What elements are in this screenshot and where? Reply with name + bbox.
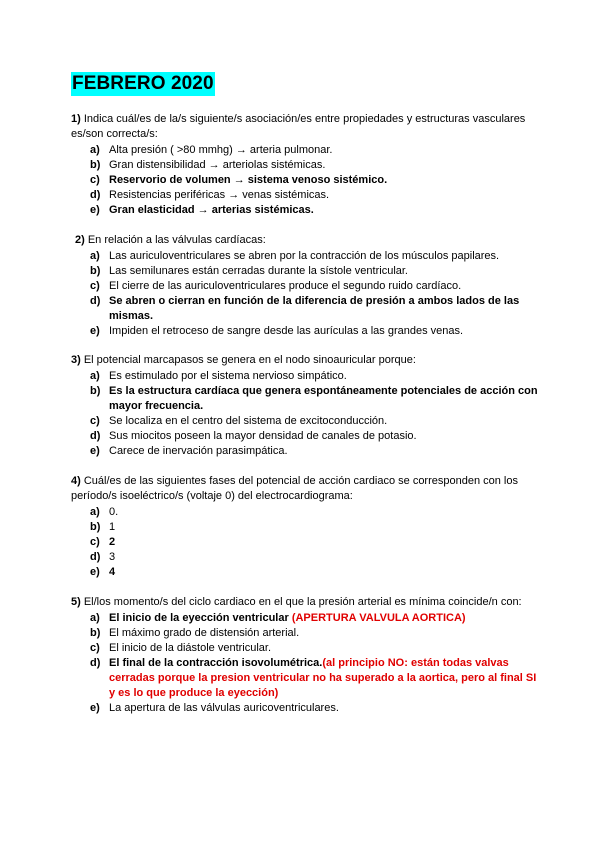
question-2 [75, 233, 545, 339]
option-a [71, 505, 541, 520]
option-letter: e) [90, 702, 100, 714]
option-text: El inicio de la diástole ventricular. [109, 642, 272, 654]
question-3 [71, 353, 541, 459]
question-text [71, 353, 541, 368]
option-text: Impiden el retroceso de sangre desde las aurículas a las grandes venas. [109, 325, 464, 337]
option-text: Gran distensibilidad → arteriolas sistémicas. [109, 159, 326, 171]
option-text: Sus miocitos poseen la mayor densidad de canales de potasio. [109, 430, 417, 442]
option-text: Se abren o cierran en función de la diferencia de presión a ambos lados de las mismas. [109, 295, 520, 322]
option-text: Gran elasticidad → arterias sistémicas. [109, 204, 314, 216]
option-c [71, 535, 541, 550]
option-b [71, 520, 541, 535]
option-text: El final de la contracción isovolumétrica. [109, 657, 323, 669]
option-b [71, 384, 541, 414]
option-text: 0. [109, 506, 119, 518]
option-text: Las auriculoventriculares se abren por la contracción de los músculos papilares. [109, 250, 500, 262]
option-list [71, 369, 541, 459]
option-letter: c) [90, 415, 100, 427]
option-c [71, 641, 541, 656]
question-text [71, 595, 541, 610]
option-b [71, 264, 545, 279]
option-letter: b) [90, 521, 101, 533]
option-d [71, 188, 541, 203]
option-e [71, 203, 541, 218]
option-d [71, 656, 541, 701]
option-letter: b) [90, 385, 101, 397]
option-letter: a) [90, 506, 100, 518]
option-text: Es la estructura cardíaca que genera espontáneamente potenciales de acción con mayor frecuencia. [109, 385, 538, 412]
question-4 [71, 474, 541, 580]
question-stem: Cuál/es de las siguientes fases del potencial de acción cardiaco se corresponden con los período/s isoeléctrico/s (voltaje 0) del electrocardiograma: [71, 475, 518, 502]
question-stem: El potencial marcapasos se genera en el nodo sinoauricular porque: [83, 354, 416, 366]
option-text: 1 [109, 521, 116, 533]
option-letter: b) [90, 159, 101, 171]
option-letter: e) [90, 566, 100, 578]
question-number: 5) [71, 596, 81, 608]
option-letter: a) [90, 370, 100, 382]
question-1 [71, 112, 541, 218]
question-number: 2) [75, 234, 85, 246]
option-e [71, 565, 541, 580]
option-b [71, 626, 541, 641]
option-letter: b) [90, 627, 101, 639]
option-letter: c) [90, 174, 100, 186]
option-letter: e) [90, 325, 100, 337]
option-e [71, 444, 541, 459]
question-5 [71, 595, 541, 716]
option-text: Se localiza en el centro del sistema de excitoconducción. [109, 415, 388, 427]
option-letter: a) [90, 250, 100, 262]
option-list [71, 143, 541, 218]
option-b [71, 158, 541, 173]
option-letter: a) [90, 144, 100, 156]
option-text: El inicio de la eyección ventricular [109, 612, 289, 624]
option-a [71, 369, 541, 384]
question-text [71, 112, 541, 142]
option-a [71, 611, 541, 626]
option-text: Alta presión ( >80 mmhg) → arteria pulmonar. [109, 144, 333, 156]
option-c [71, 279, 545, 294]
option-letter: b) [90, 265, 101, 277]
question-number: 4) [71, 475, 81, 487]
question-stem: El/los momento/s del ciclo cardiaco en el que la presión arterial es mínima coincide/n con: [83, 596, 522, 608]
option-text: Es estimulado por el sistema nervioso simpático. [109, 370, 347, 382]
option-e [71, 701, 541, 716]
option-text: El cierre de las auriculoventriculares produce el segundo ruido cardíaco. [109, 280, 462, 292]
option-letter: c) [90, 536, 100, 548]
option-text: 3 [109, 551, 116, 563]
option-text: Reservorio de volumen → sistema venoso sistémico. [109, 174, 388, 186]
option-letter: c) [90, 642, 100, 654]
option-letter: d) [90, 295, 101, 307]
question-stem: En relación a las válvulas cardíacas: [87, 234, 266, 246]
question-text [75, 233, 545, 248]
annotation-note: (APERTURA VALVULA AORTICA) [291, 612, 466, 624]
option-d [71, 294, 545, 324]
question-number: 1) [71, 113, 81, 125]
option-list [71, 611, 541, 716]
question-number: 3) [71, 354, 81, 366]
question-text [71, 474, 541, 504]
option-d [71, 429, 541, 444]
option-letter: d) [90, 657, 101, 669]
option-a [71, 249, 545, 264]
option-a [71, 143, 541, 158]
option-letter: e) [90, 445, 100, 457]
option-text: El máximo grado de distensión arterial. [109, 627, 300, 639]
option-letter: d) [90, 189, 101, 201]
question-stem: Indica cuál/es de la/s siguiente/s asociación/es entre propiedades y estructuras vasculares es/son correcta/s: [71, 113, 526, 140]
option-c [71, 173, 541, 188]
option-text: 4 [109, 566, 116, 578]
option-letter: a) [90, 612, 100, 624]
option-letter: e) [90, 204, 100, 216]
option-text: Resistencias periféricas → venas sistémicas. [109, 189, 330, 201]
option-list [71, 505, 541, 580]
option-d [71, 550, 541, 565]
option-letter: c) [90, 280, 100, 292]
option-letter: d) [90, 430, 101, 442]
option-text: Las semilunares están cerradas durante la sístole ventricular. [109, 265, 408, 277]
option-e [71, 324, 545, 339]
annotation-note: (al principio NO: están todas valvas cerradas porque la presion ventricular no ha superado a la aortica, pero al final SI y es lo que produce la eyección) [109, 657, 537, 699]
option-letter: d) [90, 551, 101, 563]
page-title: FEBRERO 2020 [72, 73, 214, 94]
option-text: Carece de inervación parasimpática. [109, 445, 288, 457]
option-text: La apertura de las válvulas auricoventriculares. [109, 702, 339, 714]
option-c [71, 414, 541, 429]
option-text: 2 [109, 536, 116, 548]
option-list [71, 249, 545, 339]
